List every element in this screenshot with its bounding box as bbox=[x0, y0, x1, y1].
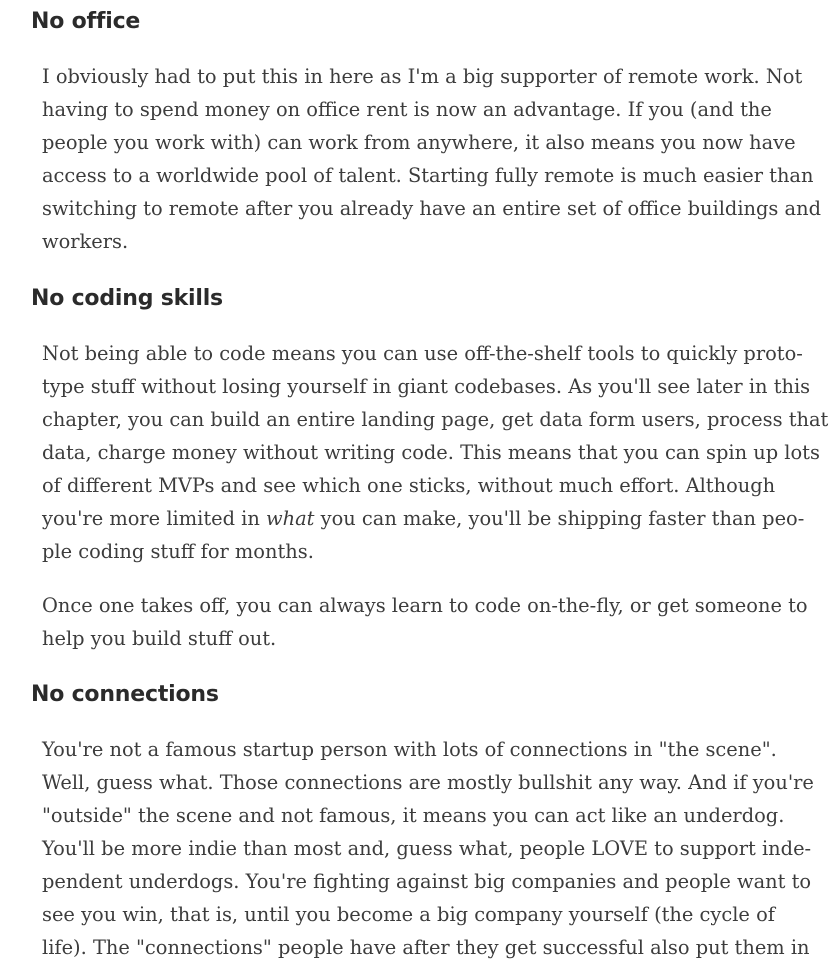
text-line: life). The "connections" people have after they get successful also put them in bbox=[42, 936, 810, 959]
text-line: switching to remote after you already have an entire set of office buildings and bbox=[42, 197, 822, 220]
text-line: workers. bbox=[42, 230, 129, 253]
text-line: Well, guess what. Those connections are mostly bullshit any way. And if you're bbox=[42, 771, 814, 794]
text-line: Not being able to code means you can use off-the-shelf tools to quickly proto- bbox=[42, 342, 803, 365]
text-line: of different MVPs and see which one sticks, without much effort. Although bbox=[42, 474, 776, 497]
paragraph-no-coding-skills bbox=[42, 337, 829, 568]
text-line: You're not a famous startup person with lots of connections in "the scene". bbox=[42, 738, 777, 761]
text-line: ple coding stuff for months. bbox=[42, 540, 314, 563]
text-line: having to spend money on office rent is now an advantage. If you (and the bbox=[42, 98, 772, 121]
text-line: access to a worldwide pool of talent. Starting fully remote is much easier than bbox=[42, 164, 814, 187]
emphasis-what: what bbox=[266, 507, 315, 530]
text-line: data, charge money without writing code. This means that you can spin up lots bbox=[42, 441, 820, 464]
heading-no-connections: No connections bbox=[31, 682, 219, 707]
text-line: see you win, that is, until you become a big company yourself (the cycle of bbox=[42, 903, 775, 926]
text-line bbox=[42, 502, 818, 535]
text-line: I obviously had to put this in here as I'm a big supporter of remote work. Not bbox=[42, 65, 803, 88]
heading-no-coding-skills: No coding skills bbox=[31, 286, 223, 311]
text-line: type stuff without losing yourself in giant codebases. As you'll see later in this bbox=[42, 375, 811, 398]
heading-no-office: No office bbox=[31, 9, 141, 34]
text-line: You'll be more indie than most and, guess what, people LOVE to support inde- bbox=[42, 837, 812, 860]
text-line: chapter, you can build an entire landing page, get data form users, process that bbox=[42, 408, 829, 431]
paragraph-no-connections bbox=[42, 733, 818, 964]
paragraph-once-one-takes-off bbox=[42, 589, 818, 655]
text-run: you're more limited in bbox=[42, 507, 267, 530]
text-line: "outside" the scene and not famous, it means you can act like an underdog. bbox=[42, 804, 785, 827]
text-line: pendent underdogs. You're fighting against big companies and people want to bbox=[42, 870, 812, 893]
text-run: you can make, you'll be shipping faster than peo- bbox=[314, 507, 805, 530]
paragraph-no-office bbox=[42, 60, 822, 258]
text-line: help you build stuff out. bbox=[42, 627, 277, 650]
text-line: people you work with) can work from anywhere, it also means you now have bbox=[42, 131, 796, 154]
text-line: Once one takes off, you can always learn to code on-the-fly, or get someone to bbox=[42, 594, 808, 617]
